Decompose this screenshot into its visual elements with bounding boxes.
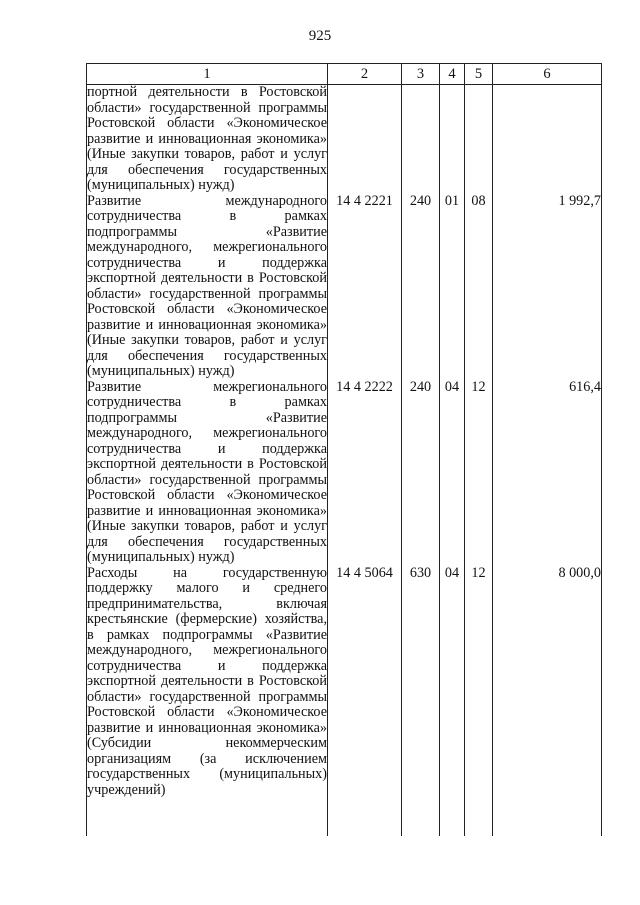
table-row bbox=[87, 85, 602, 194]
row-amount: 616,4 bbox=[493, 380, 602, 566]
row-target-code bbox=[328, 85, 402, 194]
row-description: Развитие межрегионального сотрудничества в рамках подпрограммы «Развитие международного, межрегионального сотрудничества и поддержка экспортной деятельности в Ростовской области» государственной программы Ростовской области «Экономическое развитие и инновационная экономика» (Иные закупки товаров, работ и услуг для обеспечения государственных (муниципальных) нужд) bbox=[87, 378, 327, 565]
table-row bbox=[87, 380, 602, 566]
column-header: 1 bbox=[87, 64, 328, 85]
row-target-code: 14 4 2221 bbox=[328, 194, 402, 380]
row-expense-type: 240 bbox=[402, 194, 440, 380]
row-section: 04 bbox=[440, 380, 465, 566]
row-amount: 1 992,7 bbox=[493, 194, 602, 380]
column-header: 6 bbox=[493, 64, 602, 85]
row-target-code: 14 4 2222 bbox=[328, 380, 402, 566]
column-header: 4 bbox=[440, 64, 465, 85]
column-header: 3 bbox=[402, 64, 440, 85]
row-section: 04 bbox=[440, 566, 465, 836]
table-header-row bbox=[87, 64, 602, 85]
table-row bbox=[87, 194, 602, 380]
row-subsection bbox=[465, 85, 493, 194]
row-expense-type: 630 bbox=[402, 566, 440, 836]
page-number: 925 bbox=[308, 28, 332, 44]
row-description: Развитие международного сотрудничества в рамках подпрограммы «Развитие международного, межрегионального сотрудничества и поддержка экспортной деятельности в Ростовской области» государственной программы Ростовской области «Экономическое развитие и инновационная экономика» (Иные закупки товаров, работ и услуг для обеспечения государственных (муниципальных) нужд) bbox=[87, 192, 327, 379]
column-header: 5 bbox=[465, 64, 493, 85]
row-expense-type bbox=[402, 85, 440, 194]
row-description: портной деятельности в Ростовской области» государственной программы Ростовской области «Экономическое развитие и инновационная экономика» (Иные закупки товаров, работ и услуг для обеспечения государственных (муниципальных) нужд) bbox=[87, 84, 327, 193]
row-subsection: 12 bbox=[465, 566, 493, 836]
row-subsection: 12 bbox=[465, 380, 493, 566]
row-description: Расходы на государственную поддержку малого и среднего предпринимательства, включая крестьянские (фермерские) хозяйства, в рамках подпрограммы «Развитие международного, межрегионального сотрудничества и поддержка экспортной деятельности в Ростовской области» государственной программы Ростовской области «Экономическое развитие и инновационная экономика» (Субсидии некоммерческим организациям (за исключением государственных (муниципальных) учреждений) bbox=[87, 566, 328, 836]
row-target-code: 14 4 5064 bbox=[328, 566, 402, 836]
budget-table bbox=[86, 63, 602, 836]
row-expense-type: 240 bbox=[402, 380, 440, 566]
row-subsection: 08 bbox=[465, 194, 493, 380]
row-section: 01 bbox=[440, 194, 465, 380]
column-header: 2 bbox=[328, 64, 402, 85]
row-amount: 8 000,0 bbox=[493, 566, 602, 836]
row-section bbox=[440, 85, 465, 194]
row-amount bbox=[493, 85, 602, 194]
table-row bbox=[87, 566, 602, 836]
